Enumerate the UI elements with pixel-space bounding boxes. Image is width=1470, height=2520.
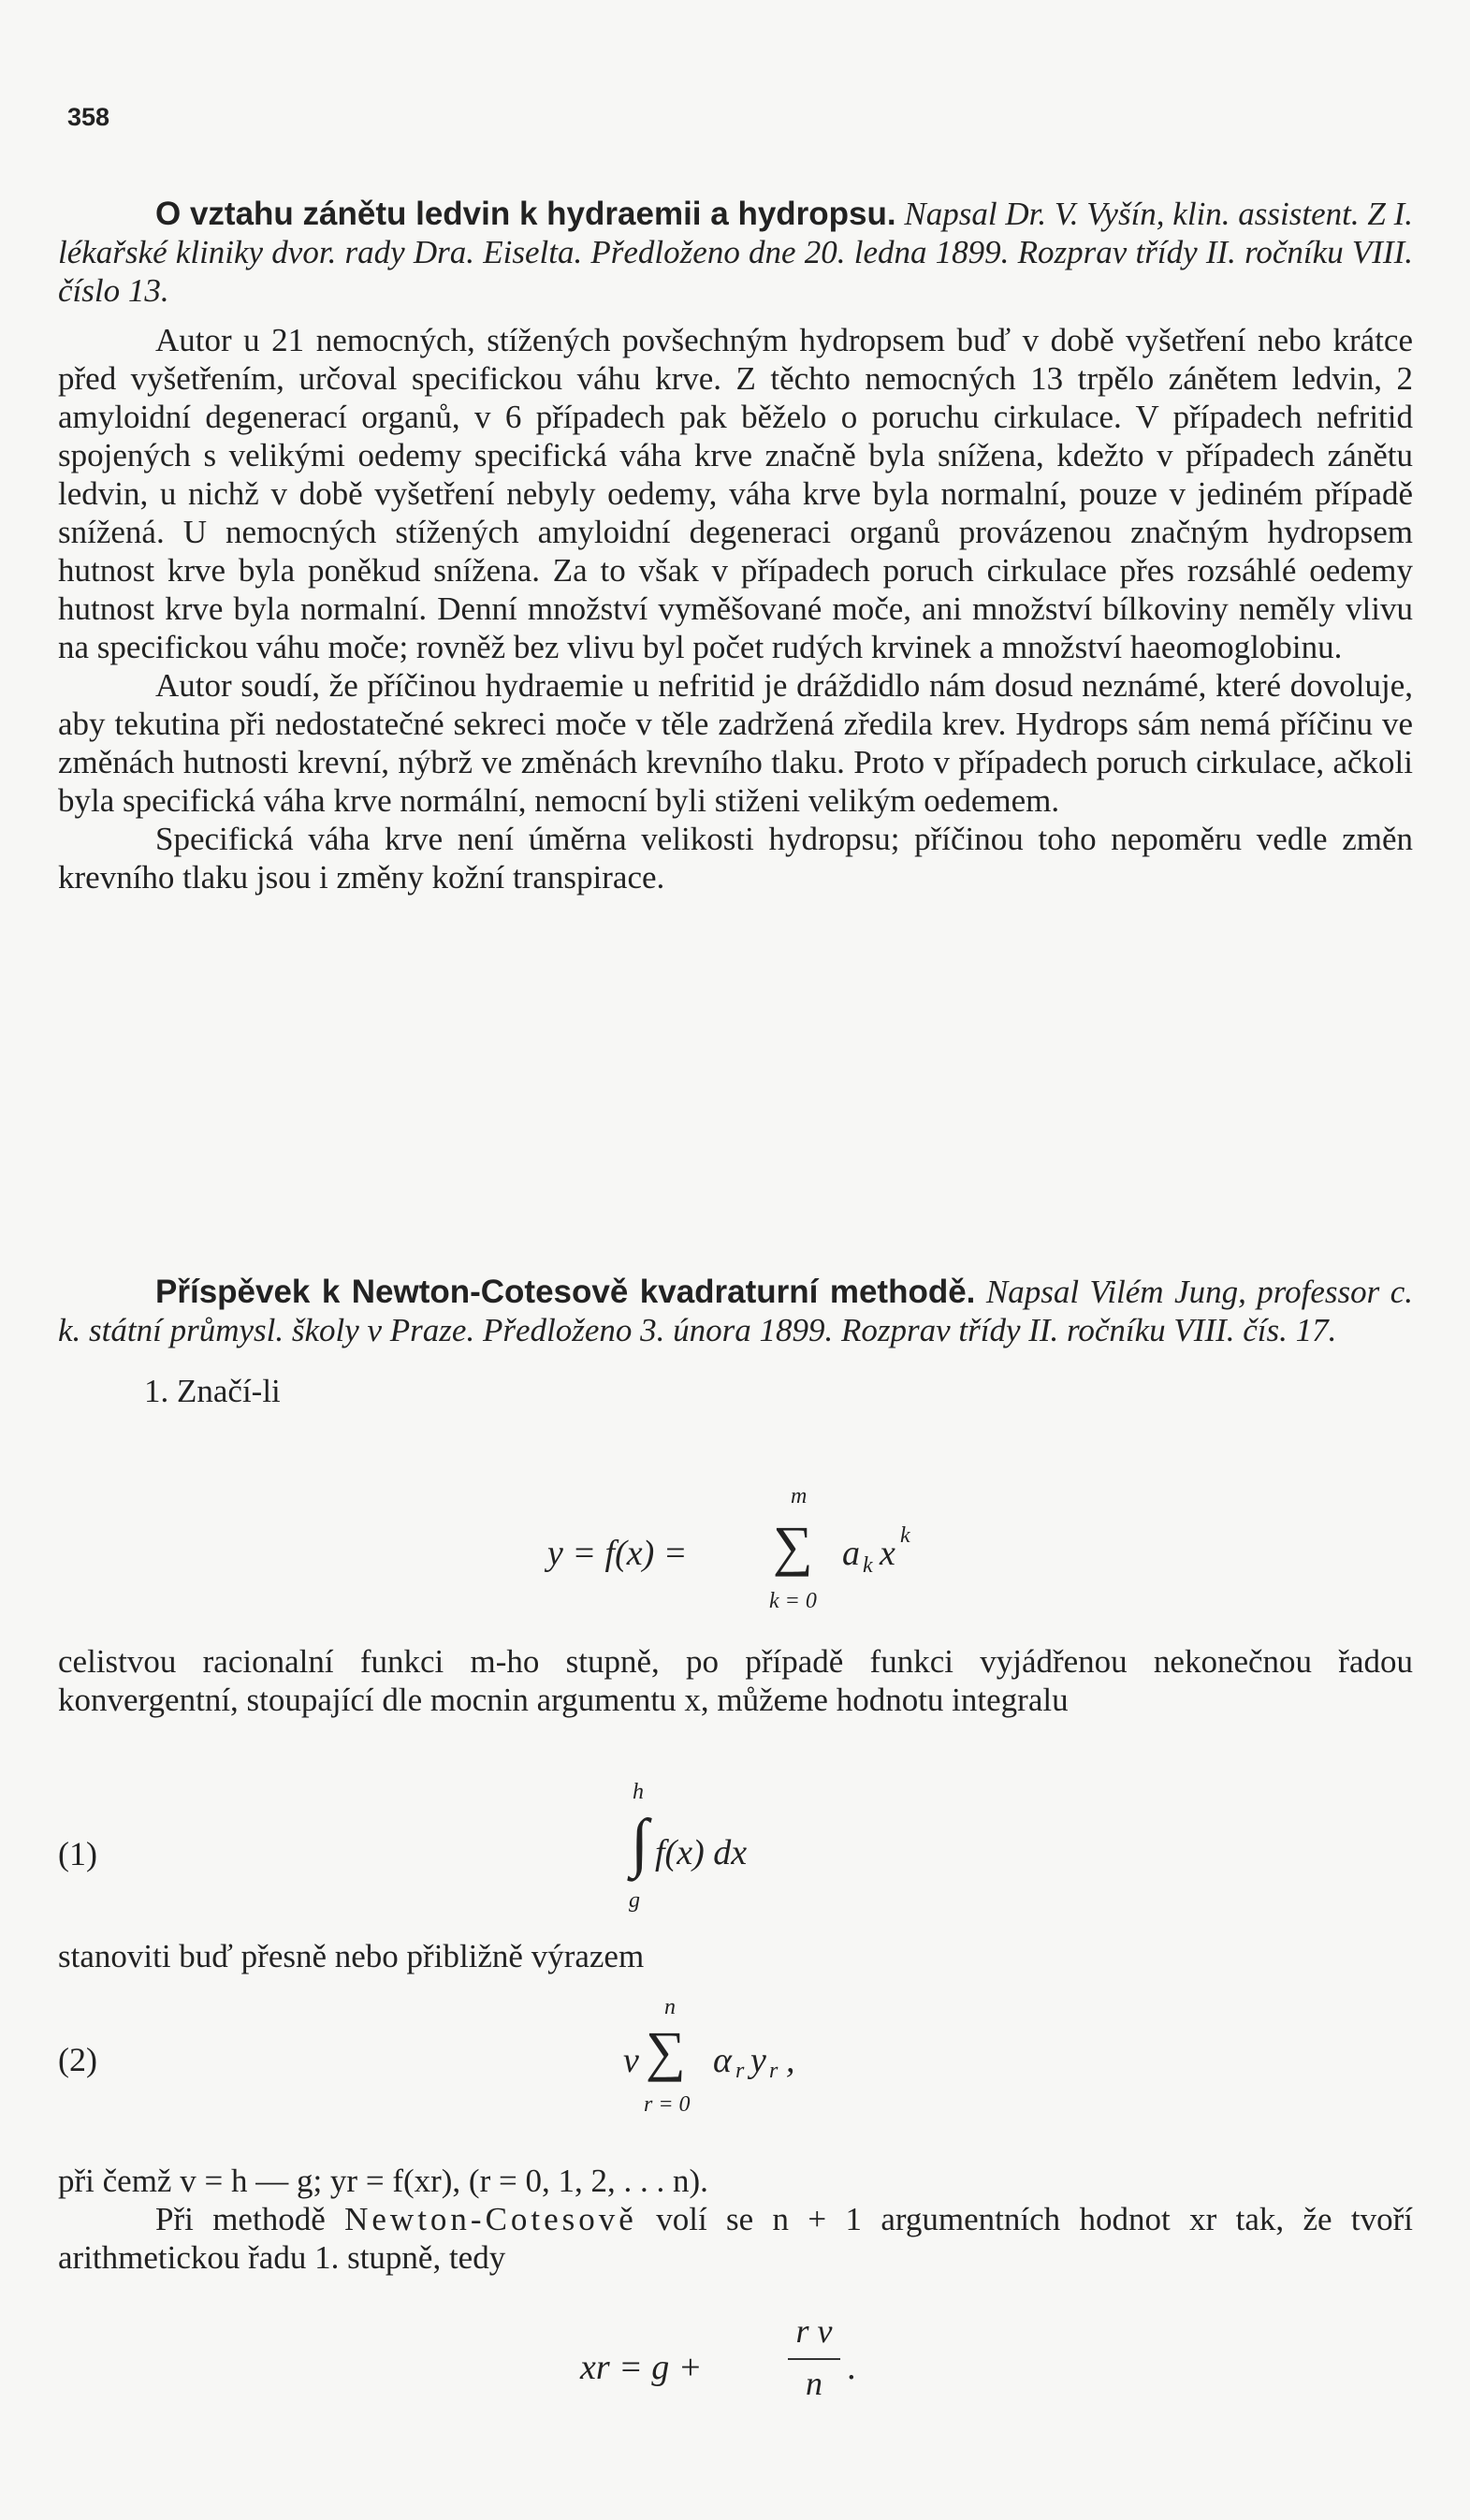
paragraph-methode <box>58 2200 1413 2277</box>
eq-main-x: x <box>880 1534 895 1573</box>
paragraph-pri-cemz: při čemž v = h — g; yr = f(xr), (r = 0, 1, 2, . . . n). <box>58 2163 708 2199</box>
page-number: 358 <box>67 103 110 131</box>
eq-1-upper: h <box>633 1780 644 1804</box>
eq-main-sum-bottom: k = 0 <box>769 1589 817 1613</box>
text-pri-cemz <box>58 2162 1413 2277</box>
eq-2-y-sub: r <box>769 2059 779 2083</box>
eq-main-lhs: y = f(x) = <box>547 1534 688 1573</box>
article-2-byline: Napsal Vilém Jung, professor c. k. státní průmysl. školy v Praze. Předloženo 3. února 1899. Rozprav třídy II. ročníku VIII. čís. 17. <box>58 1274 1413 1348</box>
item-1-label: 1. Značí-li <box>144 1373 281 1409</box>
article-1-paragraph-3: Specifická váha krve není úměrna velikosti hydropsu; příčinou toho nepoměru vedle změn krevního tlaku jsou i změny kožní transpirace. <box>58 821 1413 896</box>
eq-1-body: f(x) dx <box>655 1833 748 1872</box>
article-2-title: Příspěvek k Newton-Cotesově kvadraturní methodě. <box>155 1274 976 1310</box>
methode-text-b: volí se n + 1 argumentních hodnot xr tak, že tvoří arithmetickou řadu 1. stupně, tedy <box>58 2201 1414 2276</box>
integral-icon: ∫ <box>631 1807 649 1879</box>
eq-3-numerator: r v <box>795 2312 833 2350</box>
sigma-icon: ∑ <box>646 2020 686 2082</box>
paragraph-stanoviti: stanoviti buď přesně nebo přibližně výrazem <box>58 1938 645 1974</box>
fraction-bar <box>788 2358 840 2360</box>
eq-2-term-sub: r <box>735 2059 745 2083</box>
text-after-main-eq <box>58 1642 1413 1719</box>
eq-2-y: y <box>750 2041 766 2080</box>
article-1 <box>58 195 1413 896</box>
article-2-heading <box>58 1273 1413 1349</box>
article-1-heading <box>58 195 1413 310</box>
article-1-paragraph-2: Autor soudí, že příčinou hydraemie u nefritid je dráždidlo nám dosud neznámé, které dovoluje, aby tekutina při nedostatečné sekreci moče v těle zadržená zředila krev. Hydrops sám nemá příčinu ve změnách hutnosti krevní, nýbrž ve změnách krevního tlaku. Proto v případech poruch cirkulace, ačkoli byla specifická váha krve normální, nemocní byli stiženi velikým oedemem. <box>58 667 1413 819</box>
eq-main-term: a <box>842 1534 860 1573</box>
eq-2-pre: v <box>623 2041 639 2080</box>
eq-2-sum-bottom: r = 0 <box>644 2092 691 2117</box>
methode-name: Newton-Cotesově <box>344 2201 637 2237</box>
eq-2-sum-top: n <box>664 1995 676 2019</box>
article-2 <box>58 1273 1413 1410</box>
eq-main-term-sub: k <box>863 1553 873 1578</box>
eq-main-x-sup: k <box>900 1523 910 1548</box>
article-1-byline: Napsal Dr. V. Vyšín, klin. assistent. Z I. lékařské kliniky dvor. rady Dra. Eiselta. Předloženo dne 20. ledna 1899. Rozprav třídy II. ročníku VIII. číslo 13. <box>58 196 1414 309</box>
eq-main-sum-top: m <box>791 1484 808 1508</box>
eq-3-denominator: n <box>806 2365 822 2402</box>
eq-2-post: , <box>786 2041 795 2080</box>
eq-1-label: (1) <box>58 1835 97 1872</box>
eq-1-lower: g <box>629 1888 640 1913</box>
eq-2-label: (2) <box>58 2041 97 2078</box>
eq-3-lhs: xr = g + <box>580 2348 703 2387</box>
paragraph-celistvou: celistvou racionalní funkci m-ho stupně, po případě funkci vyjádřenou nekonečnou řadou konvergentní, stoupající dle mocnin argumentu x, můžeme hodnotu integralu <box>58 1643 1413 1718</box>
text-stanoviti <box>58 1937 1413 1975</box>
article-1-title: O vztahu zánětu ledvin k hydraemii a hydropsu. <box>155 196 896 232</box>
article-1-paragraph-1: Autor u 21 nemocných, stížených povšechným hydropsem buď v době vyšetření nebo krátce před vyšetřením, určoval specifickou váhu krve. Z těchto nemocných 13 trpělo zánětem ledvin, 2 amyloidní degenerací organů, v 6 případech pak běželo o poruchu cirkulace. V případech nefritid spojených s velikými oedemy specifická váha krve značně byla snížena, kdežto v případech zánětu ledvin, u nichž v době vyšetření nebyly oedemy, váha krve byla normalní, pouze v jediném případě snížená. U nemocných stížených amyloidní degeneraci organů provázenou značným hydropsem hutnost krve byla poněkud snížena. Za to však v případech poruch cirkulace přes rozsáhlé oedemy hutnost krve byla normalní. Denní množství vyměšované moče, ani množství bílkoviny neměly vlivu na specifickou váhu moče; rovněž bez vlivu byl počet rudých krvinek a množství haeomoglobinu. <box>58 322 1413 665</box>
eq-3-post: . <box>848 2348 857 2387</box>
eq-2-term: α <box>713 2041 732 2080</box>
sigma-icon: ∑ <box>773 1515 813 1577</box>
methode-text-a: Při methodě <box>155 2201 326 2237</box>
